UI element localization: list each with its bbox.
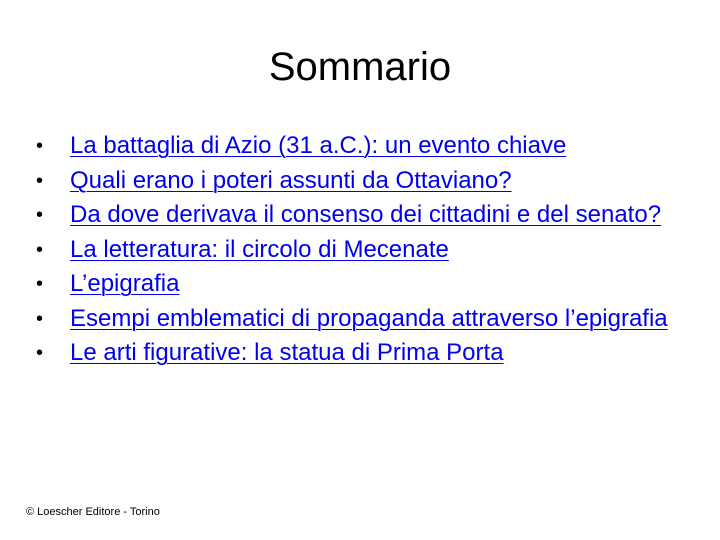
- summary-link-poteri-ottaviano[interactable]: Quali erano i poteri assunti da Ottaviano?: [70, 166, 512, 194]
- list-item: [36, 198, 676, 233]
- summary-link-azio[interactable]: La battaglia di Azio (31 a.C.): un evento chiave: [70, 132, 567, 159]
- summary-link-consenso[interactable]: Da dove derivava il consenso dei cittadini e del senato?: [70, 201, 662, 228]
- list-item: [36, 164, 676, 199]
- list-item: [36, 129, 676, 164]
- slide-title-text: Sommario: [268, 45, 452, 89]
- slide-title: [0, 40, 720, 94]
- list-item: [36, 336, 676, 371]
- bullet-icon: •: [36, 135, 44, 157]
- summary-link-prima-porta[interactable]: Le arti figurative: la statua di Prima Porta: [70, 339, 504, 366]
- list-item: [36, 267, 676, 302]
- bullet-icon: •: [36, 204, 44, 226]
- bullet-icon: •: [36, 238, 44, 261]
- bullet-icon: •: [36, 169, 44, 192]
- summary-link-mecenate[interactable]: La letteratura: il circolo di Mecenate: [70, 235, 449, 263]
- summary-list: [36, 129, 676, 371]
- summary-link-propaganda[interactable]: Esempi emblematici di propaganda attraverso l’epigrafia: [70, 304, 668, 332]
- bullet-icon: •: [36, 273, 44, 295]
- list-item: [36, 233, 676, 268]
- copyright-footer: © Loescher Editore - Torino: [26, 506, 160, 518]
- bullet-icon: •: [36, 307, 44, 330]
- bullet-icon: •: [36, 342, 44, 364]
- list-item: [36, 302, 676, 337]
- summary-link-epigrafia[interactable]: L’epigrafia: [70, 270, 180, 297]
